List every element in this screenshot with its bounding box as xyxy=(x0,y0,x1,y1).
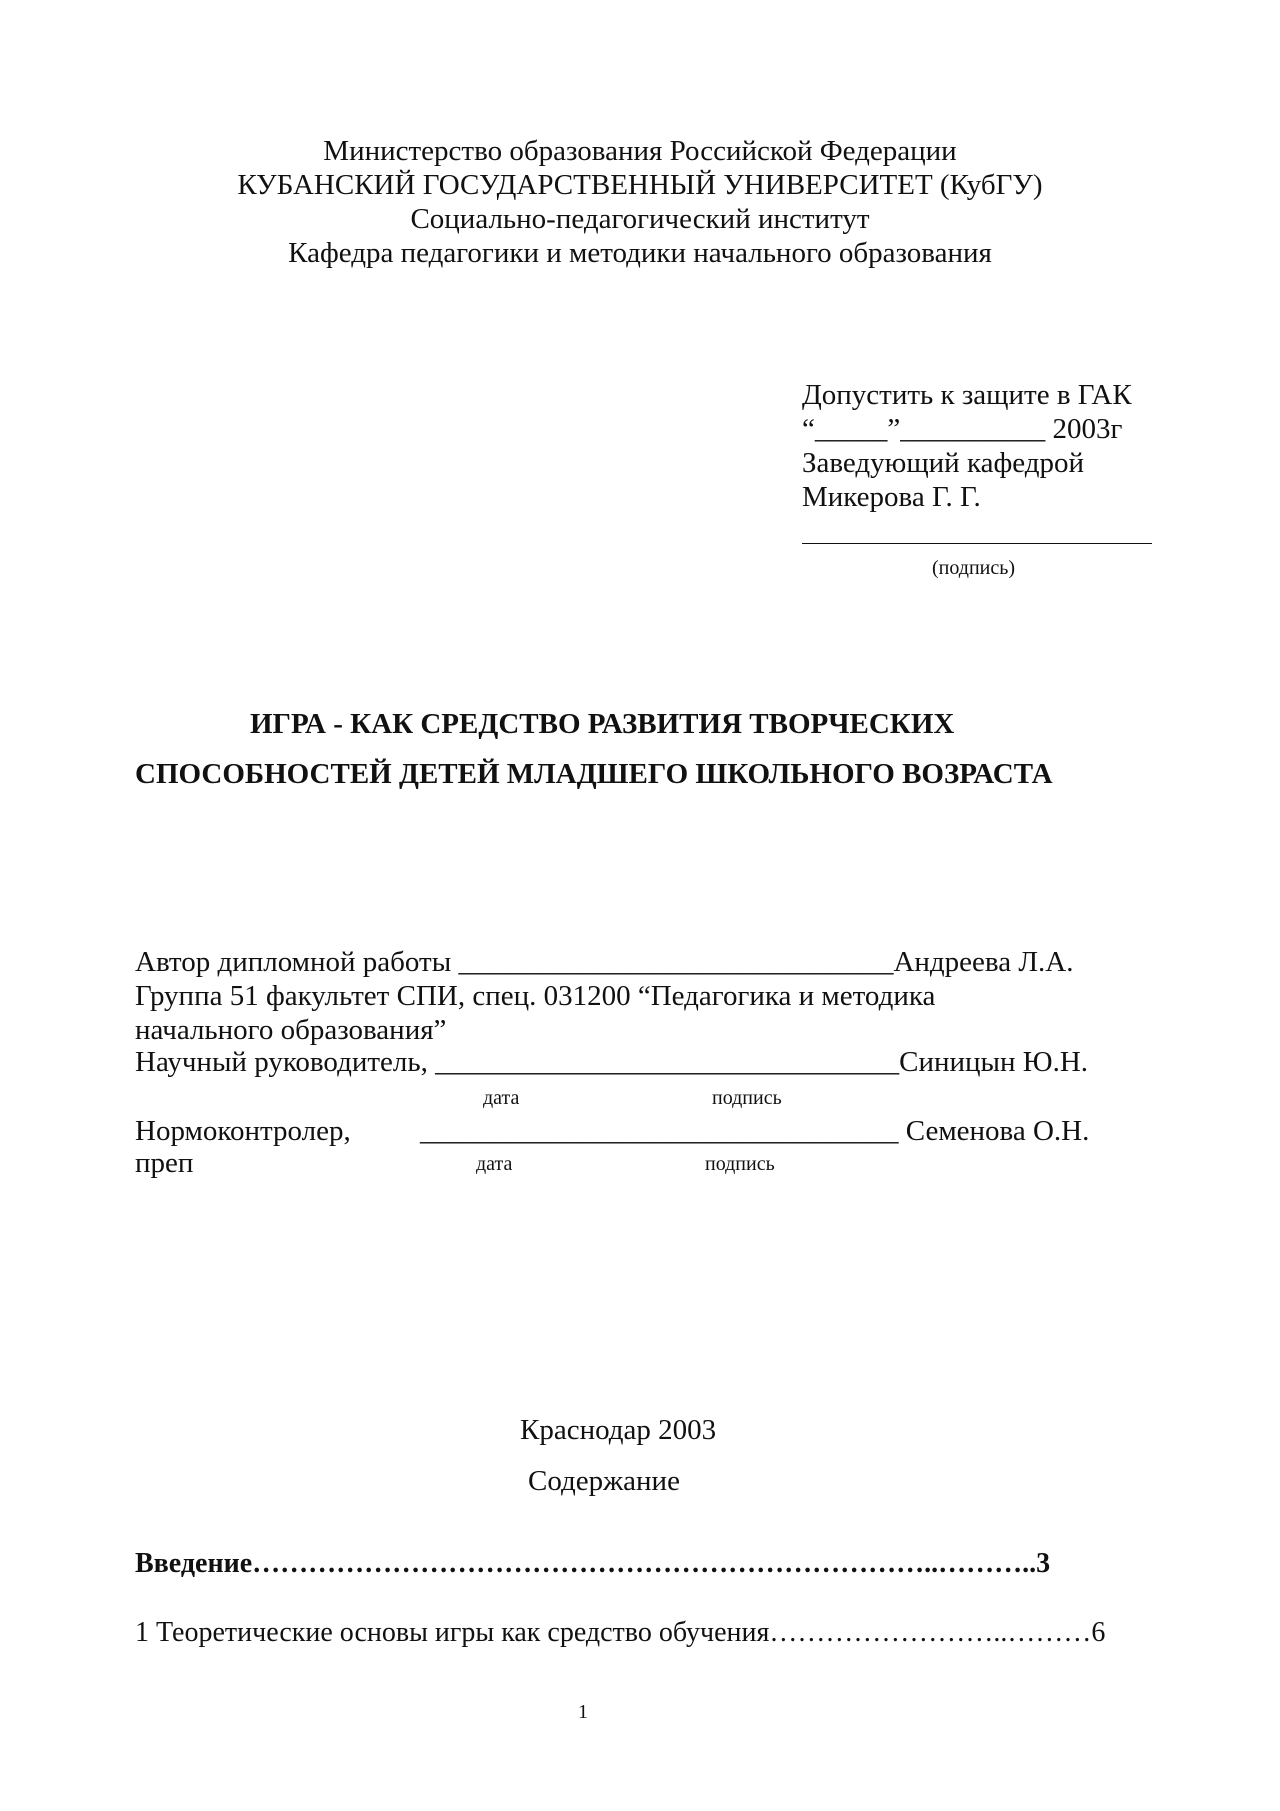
thesis-title-line-1: ИГРА - КАК СРЕДСТВО РАЗВИТИЯ ТВОРЧЕСКИХ xyxy=(250,708,955,740)
toc-item-chapter-1: 1 Теоретические основы игры как средство обучения……………………..………6 xyxy=(135,1617,1106,1648)
author-line: Автор дипломной работы ______________________________Андреева Л.А. xyxy=(135,946,1074,978)
supervisor-sign-caption: подпись xyxy=(712,1087,782,1109)
approval-head-title: Заведующий кафедрой xyxy=(802,447,1085,479)
page-number: 1 xyxy=(578,1701,588,1723)
city-year: Краснодар 2003 xyxy=(520,1414,717,1446)
supervisor-line: Научный руководитель, ________________________________Синицын Ю.Н. xyxy=(135,1046,1089,1078)
institute-line: Социально-педагогический институт xyxy=(410,203,870,235)
supervisor-date-caption: дата xyxy=(483,1087,520,1109)
department-line: Кафедра педагогики и методики начального образования xyxy=(288,237,992,269)
approval-line-1: Допустить к защите в ГАК xyxy=(802,379,1132,411)
approval-head-name: Микерова Г. Г. xyxy=(802,481,981,513)
normcontrol-role: преп xyxy=(135,1147,194,1179)
approval-signature-line xyxy=(802,543,1152,544)
university-line: КУБАНСКИЙ ГОСУДАРСТВЕННЫЙ УНИВЕРСИТЕТ (КубГУ) xyxy=(237,169,1043,201)
group-line-1: Группа 51 факультет СПИ, спец. 031200 “Педагогика и методика xyxy=(135,980,936,1012)
normcontrol-sign-caption: подпись xyxy=(705,1153,775,1175)
group-line-2: начального образования” xyxy=(135,1014,447,1046)
approval-date-line: “_____”__________ 2003г xyxy=(802,413,1123,445)
approval-signature-caption: (подпись) xyxy=(932,557,1016,579)
ministry-line: Министерство образования Российской Федерации xyxy=(323,135,957,167)
normcontrol-label: Нормоконтролер, xyxy=(135,1115,351,1147)
toc-item-introduction: Введение………………………………………………………………..………..3 xyxy=(135,1548,1051,1579)
normcontrol-date-caption: дата xyxy=(476,1153,513,1175)
toc-heading: Содержание xyxy=(528,1465,680,1497)
normcontrol-line: _________________________________ Семенова О.Н. xyxy=(420,1115,1090,1147)
thesis-title-line-2: СПОСОБНОСТЕЙ ДЕТЕЙ МЛАДШЕГО ШКОЛЬНОГО ВОЗРАСТА xyxy=(135,758,1053,790)
